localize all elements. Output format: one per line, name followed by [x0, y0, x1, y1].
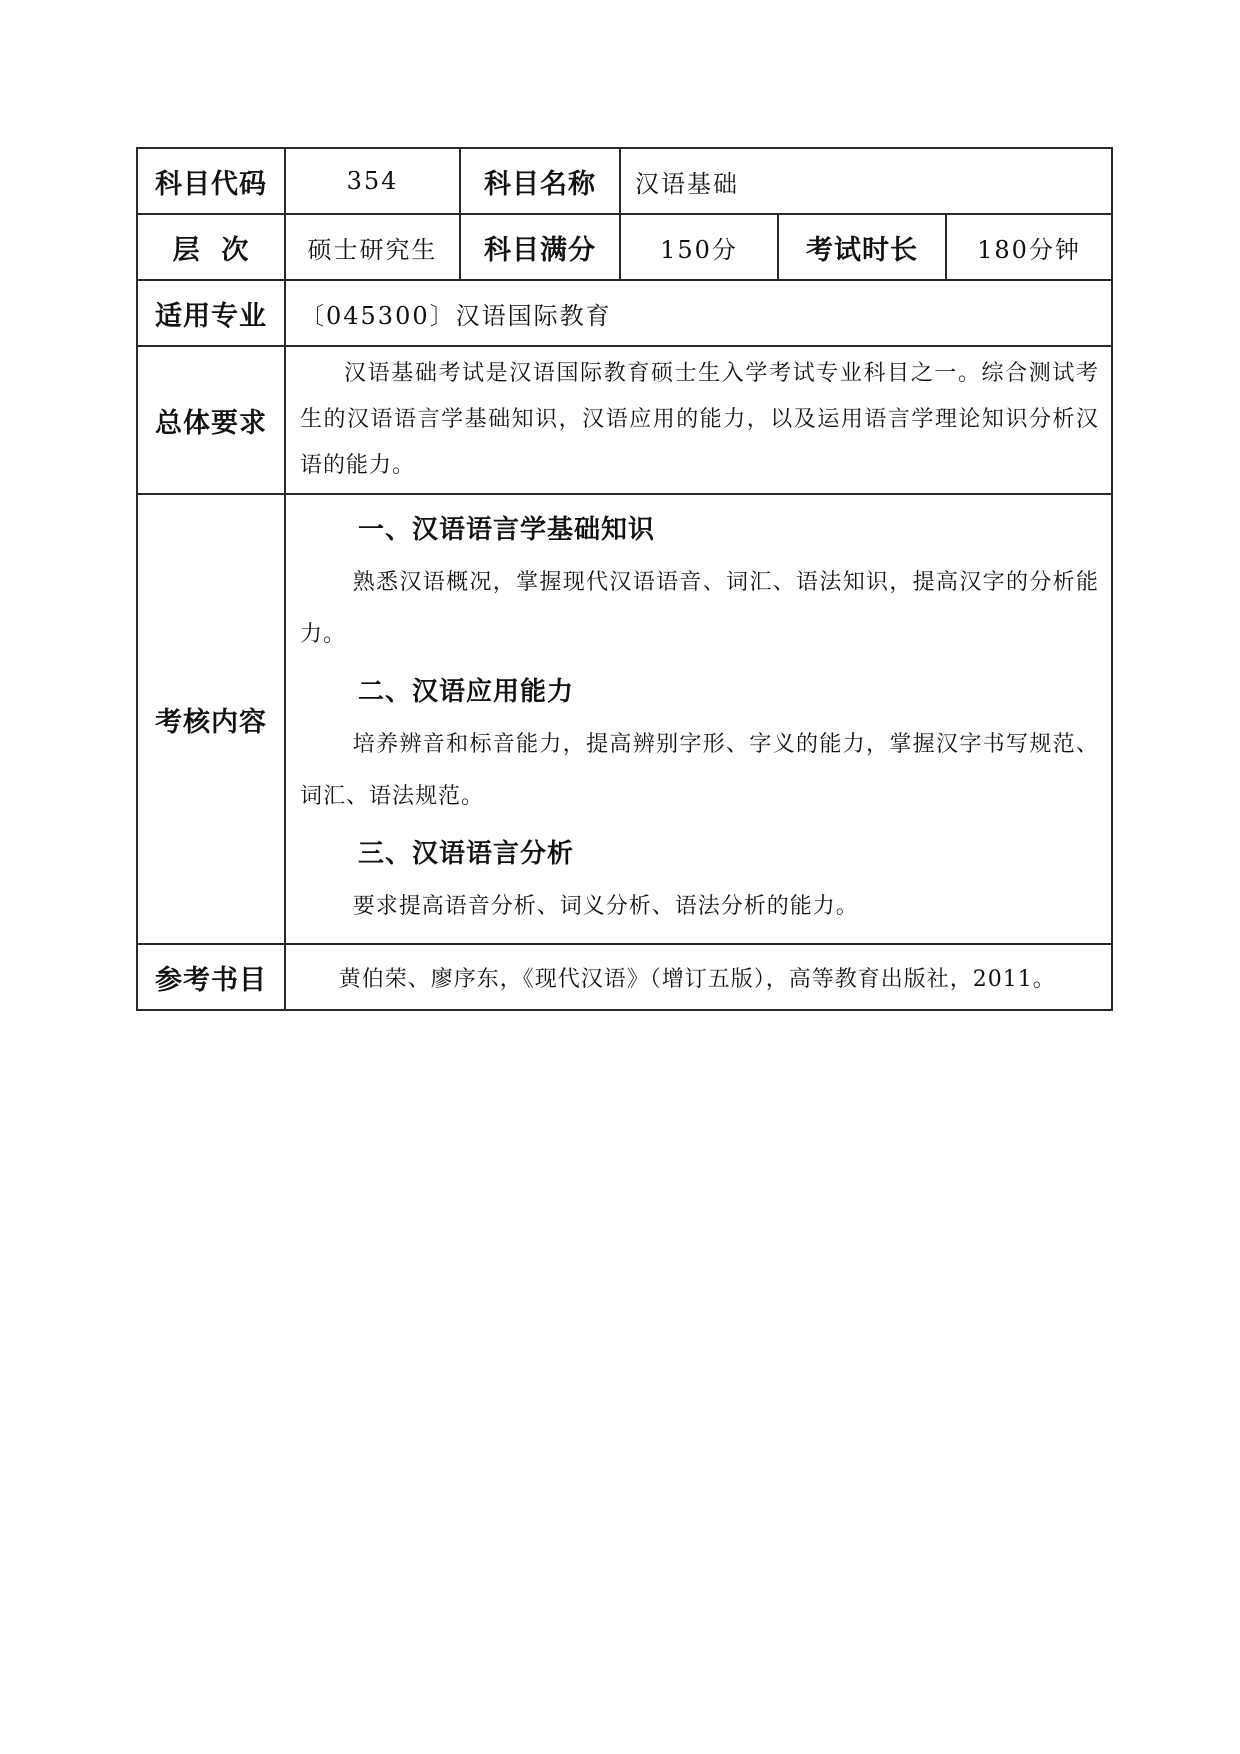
section-title: 三、汉语语言分析: [358, 839, 575, 869]
overall-cell: [285, 346, 1112, 494]
section-body: 培养辨音和标音能力，提高辨别字形、字义的能力，掌握汉字书写规范、词汇、语法规范。: [300, 732, 1099, 809]
reference-label: 参考书目: [137, 944, 285, 1010]
section-title: 一、汉语语言学基础知识: [358, 515, 656, 545]
syllabus-table: [136, 147, 1113, 1011]
reference-text: 黄伯荣、廖序东，《现代汉语》（增订五版），高等教育出版社，2011。: [285, 944, 1112, 1010]
major-value: 〔045300〕汉语国际教育: [285, 280, 1112, 346]
code-value: 354: [285, 148, 460, 214]
duration-label: 考试时长: [778, 214, 946, 280]
name-value: 汉语基础: [620, 148, 1112, 214]
row-major: [137, 280, 1112, 346]
name-label: 科目名称: [460, 148, 620, 214]
level-label: 层 次: [137, 214, 285, 280]
level-value: 硕士研究生: [285, 214, 460, 280]
score-label: 科目满分: [460, 214, 620, 280]
row-content: [137, 494, 1112, 944]
duration-value: 180分钟: [946, 214, 1112, 280]
content-label: 考核内容: [137, 494, 285, 944]
row-overall: [137, 346, 1112, 494]
row-subject: [137, 148, 1112, 214]
major-label: 适用专业: [137, 280, 285, 346]
overall-label: 总体要求: [137, 346, 285, 494]
content-cell: [285, 494, 1112, 944]
row-level: [137, 214, 1112, 280]
row-reference: [137, 944, 1112, 1010]
section-body: 要求提高语音分析、词义分析、语法分析的能力。: [352, 894, 859, 919]
section-title: 二、汉语应用能力: [358, 677, 575, 707]
section-body: 熟悉汉语概况，掌握现代汉语语音、词汇、语法知识，提高汉字的分析能力。: [300, 570, 1099, 647]
code-label: 科目代码: [137, 148, 285, 214]
score-value: 150分: [620, 214, 778, 280]
overall-text: 汉语基础考试是汉语国际教育硕士生入学考试专业科目之一。综合测试考生的汉语语言学基础知识，汉语应用的能力，以及运用语言学理论知识分析汉语的能力。: [300, 361, 1099, 478]
